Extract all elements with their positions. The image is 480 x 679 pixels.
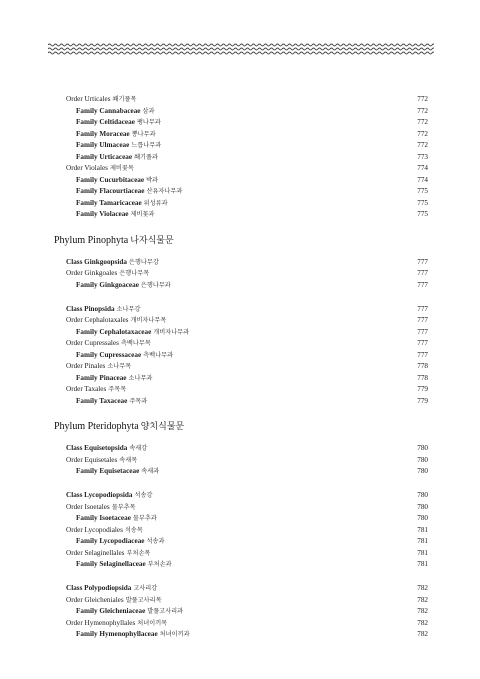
phylum-heading	[54, 420, 184, 434]
order-korean-name: 소나무목	[107, 363, 132, 370]
page-number: 775	[417, 210, 428, 218]
page-number: 774	[417, 175, 428, 184]
order-latin-name: Order Selaginellales	[66, 548, 125, 557]
order-entry	[66, 162, 428, 174]
page-number: 773	[417, 152, 428, 161]
class-latin-name: Class Ginkgoopsida	[66, 257, 127, 266]
page-number: 777	[417, 269, 428, 277]
family-entry	[76, 197, 428, 209]
class-latin-name: Class Lycopodiopsida	[66, 491, 133, 499]
class-korean-name: 은행나무강	[128, 258, 159, 266]
family-entry	[76, 605, 428, 617]
family-entry	[76, 185, 428, 197]
page-number: 777	[417, 316, 428, 324]
order-entry	[66, 501, 428, 513]
order-entry	[66, 93, 428, 105]
phylum-korean-name: 양치식물문	[140, 422, 185, 432]
family-korean-name: 부처손과	[147, 561, 172, 568]
family-entry	[76, 535, 428, 547]
family-entry	[76, 208, 428, 220]
family-latin-name: Family Cupressaceae	[76, 350, 142, 359]
page-number: 780	[417, 455, 428, 464]
family-korean-name: 느릅나무과	[131, 142, 162, 149]
family-entry	[76, 558, 428, 570]
family-latin-name: Family Ginkgoaceae	[76, 280, 139, 289]
order-korean-name: 제비꽃목	[109, 165, 134, 172]
page-number: 781	[417, 548, 428, 557]
family-korean-name: 물부추과	[132, 515, 157, 522]
class-korean-name: 고사리강	[133, 585, 158, 592]
order-latin-name: Order Cephalotaxales	[66, 316, 129, 324]
page-number: 780	[417, 502, 428, 511]
class-entry	[66, 442, 428, 454]
order-latin-name: Order Urticales	[66, 95, 111, 103]
order-korean-name: 처녀이끼목	[137, 619, 168, 627]
order-latin-name: Order Taxales	[66, 385, 107, 393]
order-latin-name: Order Gleicheniales	[66, 595, 124, 604]
family-latin-name: Family Selaginellaceae	[76, 560, 146, 568]
family-latin-name: Family Equisetaceae	[76, 467, 140, 475]
order-korean-name: 석송목	[124, 526, 143, 534]
order-latin-name: Order Lycopodiales	[66, 525, 123, 534]
family-latin-name: Family Cannabaceae	[76, 106, 141, 115]
family-korean-name: 측백나무과	[143, 351, 174, 359]
family-latin-name: Family Gleicheniaceae	[76, 607, 146, 615]
class-entry	[66, 489, 428, 501]
page-number: 780	[417, 467, 428, 475]
order-latin-name: Order Violales	[66, 164, 108, 172]
wave-border-icon	[48, 42, 434, 56]
family-latin-name: Family Cephalotaxaceae	[76, 327, 152, 336]
order-korean-name: 물부추목	[111, 503, 136, 511]
order-latin-name: Order Hymenophyllales	[66, 618, 136, 627]
order-entry	[66, 314, 428, 326]
family-entry	[76, 174, 428, 186]
page-number: 772	[417, 141, 428, 149]
order-korean-name: 측백나무목	[120, 340, 151, 347]
family-entry	[76, 279, 428, 291]
page-number: 777	[417, 339, 428, 347]
family-entry	[76, 326, 428, 338]
page-number: 779	[417, 396, 428, 405]
family-entry	[76, 465, 428, 477]
order-entry	[66, 547, 428, 559]
page-number: 775	[417, 198, 428, 207]
family-entry	[76, 349, 428, 361]
order-korean-name: 쐐기풀목	[112, 96, 137, 103]
family-korean-name: 개비자나무과	[153, 328, 190, 336]
order-korean-name: 부처손목	[126, 549, 151, 557]
page-number: 777	[417, 257, 428, 266]
page-number: 779	[417, 385, 428, 393]
phylum-latin-name: Phylum Pteridophyta	[54, 421, 139, 432]
family-latin-name: Family Moraceae	[76, 129, 130, 138]
order-korean-name: 개비자나무목	[130, 317, 167, 324]
order-entry	[66, 337, 428, 349]
page-number: 777	[417, 304, 428, 313]
family-korean-name: 삼과	[142, 107, 155, 115]
family-latin-name: Family Taxaceae	[76, 396, 128, 405]
family-korean-name: 속새과	[141, 468, 160, 475]
order-latin-name: Order Ginkgoales	[66, 269, 118, 277]
family-korean-name: 팽나무과	[136, 119, 161, 126]
family-korean-name: 뽕나무과	[131, 130, 156, 138]
order-entry	[66, 383, 428, 395]
order-korean-name: 주목목	[108, 386, 127, 393]
order-entry	[66, 360, 428, 372]
phylum-korean-name: 나자식물문	[130, 235, 174, 246]
class-entry	[66, 582, 428, 594]
page-number: 772	[417, 129, 428, 138]
order-latin-name: Order Pinales	[66, 362, 106, 370]
family-latin-name: Family Isoetaceae	[76, 514, 131, 522]
family-korean-name: 석송과	[146, 538, 165, 545]
order-korean-name: 발풀고사리목	[125, 596, 162, 604]
family-entry	[76, 128, 428, 140]
order-entry	[66, 524, 428, 536]
family-korean-name: 소나무과	[128, 374, 153, 382]
family-latin-name: Family Urticaceae	[76, 152, 133, 161]
family-entry	[76, 151, 428, 163]
family-latin-name: Family Flacourtiaceae	[76, 187, 145, 195]
family-korean-name: 처녀이끼과	[159, 631, 190, 638]
phylum-latin-name: Phylum Pinophyta	[54, 234, 129, 246]
order-korean-name: 은행나무목	[119, 270, 150, 277]
family-korean-name: 박과	[146, 176, 159, 184]
family-latin-name: Family Ulmaceae	[76, 141, 130, 149]
page-number: 782	[417, 618, 428, 627]
page-number: 774	[417, 164, 428, 172]
page-number: 780	[417, 514, 428, 522]
class-korean-name: 속새강	[129, 445, 148, 452]
page-number: 780	[417, 491, 428, 499]
class-latin-name: Class Equisetopsida	[66, 444, 128, 452]
page-number: 778	[417, 373, 428, 382]
page-number: 772	[417, 106, 428, 115]
page-number: 778	[417, 362, 428, 370]
class-latin-name: Class Polypodiopsida	[66, 584, 132, 592]
page-number: 782	[417, 607, 428, 615]
family-latin-name: Family Lycopodiaceae	[76, 537, 145, 545]
family-latin-name: Family Violaceae	[76, 210, 129, 218]
phylum-heading	[54, 234, 174, 248]
family-korean-name: 제비꽃과	[130, 211, 155, 218]
family-entry	[76, 395, 428, 407]
page-number: 777	[417, 280, 428, 289]
order-latin-name: Order Isoetales	[66, 502, 110, 511]
order-entry	[66, 617, 428, 629]
family-entry	[76, 512, 428, 524]
family-entry	[76, 628, 428, 640]
family-entry	[76, 116, 428, 128]
family-entry	[76, 105, 428, 117]
page-number: 781	[417, 560, 428, 568]
family-korean-name: 산유자나무과	[146, 188, 183, 195]
page-number: 782	[417, 584, 428, 592]
order-latin-name: Order Equisetales	[66, 455, 118, 464]
family-korean-name: 주목과	[129, 397, 148, 405]
class-korean-name: 소나무강	[116, 305, 141, 313]
page-number: 782	[417, 595, 428, 604]
order-korean-name: 속새목	[119, 456, 138, 464]
class-entry	[66, 256, 428, 268]
page-number: 782	[417, 630, 428, 638]
family-korean-name: 발풀고사리과	[147, 608, 184, 615]
order-entry	[66, 454, 428, 466]
family-latin-name: Family Tamaricaceae	[76, 198, 142, 207]
class-entry	[66, 303, 428, 315]
family-entry	[76, 139, 428, 151]
family-korean-name: 위성류과	[143, 199, 168, 207]
page-number: 772	[417, 95, 428, 103]
family-korean-name: 쐐기풀과	[134, 153, 158, 161]
family-latin-name: Family Celtidaceae	[76, 118, 135, 126]
page-number: 777	[417, 350, 428, 359]
class-korean-name: 석송강	[134, 492, 153, 499]
family-korean-name: 은행나무과	[140, 281, 171, 289]
order-latin-name: Order Cupressales	[66, 339, 119, 347]
family-entry	[76, 372, 428, 384]
class-latin-name: Class Pinopsida	[66, 304, 115, 313]
family-latin-name: Family Hymenophyllaceae	[76, 630, 158, 638]
page-number: 772	[417, 118, 428, 126]
order-entry	[66, 594, 428, 606]
family-latin-name: Family Pinaceae	[76, 373, 127, 382]
page-number: 781	[417, 537, 428, 545]
page-number: 781	[417, 525, 428, 534]
page-number: 777	[417, 327, 428, 336]
page-number: 775	[417, 187, 428, 195]
page-number: 780	[417, 444, 428, 452]
family-latin-name: Family Cucurbitaceae	[76, 175, 145, 184]
order-entry	[66, 267, 428, 279]
